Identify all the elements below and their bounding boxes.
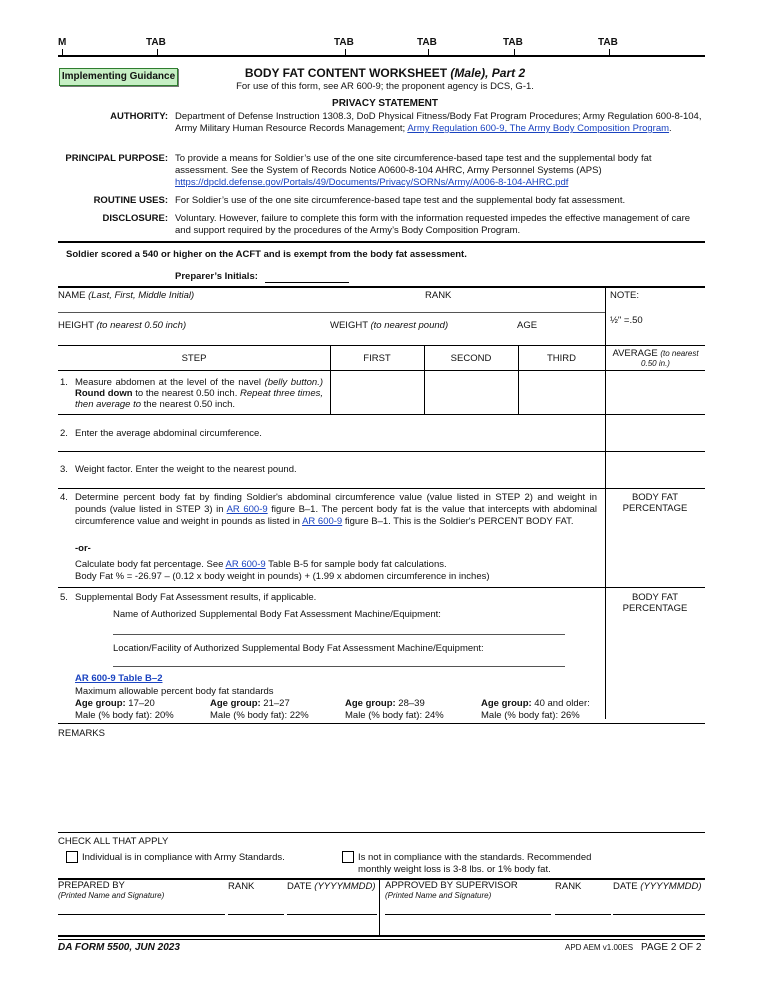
age-group-value: Male (% body fat): 22% bbox=[210, 710, 309, 721]
ruler-tick bbox=[609, 49, 610, 55]
height-field-label bbox=[58, 320, 186, 331]
table-header-line bbox=[58, 370, 705, 371]
name-field-label bbox=[58, 290, 194, 301]
equipment-name-label: Name of Authorized Supplemental Body Fat Assessment Machine/Equipment: bbox=[113, 609, 441, 620]
signature-column-divider bbox=[379, 879, 380, 935]
ruler-tick bbox=[62, 49, 63, 55]
ar-600-9-link[interactable]: AR 600-9 bbox=[225, 559, 266, 570]
age-group-2 bbox=[210, 698, 309, 722]
compliance-label: Individual is in compliance with Army Standards. bbox=[82, 852, 285, 863]
printed-hint: (Printed Name and Signature) bbox=[58, 891, 165, 900]
date-label: DATE bbox=[613, 881, 641, 892]
age-group-label: Age group: bbox=[345, 698, 396, 709]
prepared-rank-label: RANK bbox=[228, 881, 255, 892]
age-group-range: 28–39 bbox=[395, 698, 425, 709]
weight-field-label bbox=[330, 320, 448, 331]
form-title bbox=[200, 66, 570, 80]
col-header-second: SECOND bbox=[450, 353, 492, 364]
exempt-statement: Soldier scored a 540 or higher on the ACFT and is exempt from the body fat assessment. bbox=[66, 249, 467, 260]
date-hint: (YYYYMMDD) bbox=[640, 881, 702, 892]
form-subtitle: For use of this form, see AR 600-9; the proponent agency is DCS, G-1. bbox=[236, 81, 534, 92]
name-field-line[interactable] bbox=[58, 312, 605, 313]
approved-by-title: APPROVED BY SUPERVISOR bbox=[385, 880, 518, 891]
ruler-tick bbox=[345, 49, 346, 55]
rank-field-label: RANK bbox=[425, 290, 452, 301]
principal-purpose-text bbox=[175, 153, 705, 189]
form-version: APD AEM v1.00ES bbox=[565, 943, 634, 952]
date-label: DATE bbox=[287, 881, 315, 892]
ruler-tab-marker: TAB bbox=[598, 37, 618, 48]
ruler-line bbox=[58, 55, 705, 57]
prepared-name-field[interactable] bbox=[58, 914, 225, 915]
col-header-step: STEP bbox=[181, 353, 207, 364]
row-line bbox=[58, 451, 705, 452]
note-column-divider bbox=[605, 287, 606, 345]
ruler-tick bbox=[157, 49, 158, 55]
equipment-location-field[interactable] bbox=[113, 666, 565, 667]
step2-text: Enter the average abdominal circumference. bbox=[75, 428, 262, 439]
note-value: ½" =.50 bbox=[610, 315, 643, 326]
age-group-1 bbox=[75, 698, 174, 722]
step4-a: Determine percent body fat by finding Soldier's abdominal circumference value (value listed in STEP 2) and weight in pounds (value listed in STEP 3) in bbox=[75, 492, 597, 515]
compliance-checkbox[interactable] bbox=[66, 851, 78, 863]
authority-end: . bbox=[669, 123, 672, 134]
step4-number: 4. bbox=[60, 492, 68, 503]
form-number: DA FORM 5500, JUN 2023 bbox=[58, 942, 180, 953]
prepared-by-label bbox=[58, 881, 164, 901]
average-label: AVERAGE bbox=[612, 348, 658, 359]
row-line bbox=[58, 587, 705, 588]
age-group-4 bbox=[481, 698, 590, 722]
disclosure-label: DISCLOSURE: bbox=[102, 213, 168, 224]
row-line bbox=[58, 414, 705, 415]
divider bbox=[58, 935, 705, 937]
authority-text bbox=[175, 111, 705, 135]
table-top-line bbox=[58, 345, 705, 346]
ruler-tick bbox=[514, 49, 515, 55]
height-hint: (to nearest 0.50 inch) bbox=[96, 320, 187, 331]
step4-text bbox=[75, 492, 597, 528]
approved-by-label bbox=[385, 881, 518, 901]
step2-number: 2. bbox=[60, 428, 68, 439]
step1-c: to the nearest 0.50 inch. bbox=[132, 388, 241, 399]
age-group-range: 17–20 bbox=[125, 698, 155, 709]
divider bbox=[58, 832, 705, 833]
col-header-average bbox=[606, 349, 705, 369]
age-group-value: Male (% body fat): 20% bbox=[75, 710, 174, 721]
page-number: PAGE 2 OF 2 bbox=[641, 942, 702, 953]
approved-name-field[interactable] bbox=[385, 914, 551, 915]
non-compliance-line1: Is not in compliance with the standards. Recommended bbox=[358, 852, 592, 863]
printed-hint: (Printed Name and Signature) bbox=[385, 891, 492, 900]
implementing-guidance-button[interactable]: Implementing Guidance bbox=[59, 68, 178, 86]
approved-rank-label: RANK bbox=[555, 881, 582, 892]
step1-a-i: (belly button.) bbox=[264, 377, 324, 388]
step1-number: 1. bbox=[60, 377, 68, 388]
age-group-label: Age group: bbox=[75, 698, 126, 709]
form-title-italic: (Male), Part 2 bbox=[450, 66, 526, 80]
weight-hint: (to nearest pound) bbox=[370, 320, 449, 331]
non-compliance-line2: monthly weight loss is 3-8 lbs. or 1% body fat. bbox=[358, 864, 551, 875]
body-fat-percentage-label: BODY FAT PERCENTAGE bbox=[622, 492, 688, 514]
ruler-tab-marker: TAB bbox=[503, 37, 523, 48]
step5-number: 5. bbox=[60, 592, 68, 603]
step3-text: Weight factor. Enter the weight to the nearest pound. bbox=[75, 464, 297, 475]
step3-number: 3. bbox=[60, 464, 68, 475]
ruler-m-marker: M bbox=[58, 37, 67, 48]
step1-d: the nearest 0.50 inch. bbox=[141, 399, 236, 410]
privacy-heading: PRIVACY STATEMENT bbox=[332, 98, 438, 109]
preparer-initials-field[interactable] bbox=[265, 282, 349, 283]
routine-uses-label: ROUTINE USES: bbox=[93, 195, 168, 206]
name-label: NAME bbox=[58, 290, 89, 301]
prepared-date-field[interactable] bbox=[287, 914, 377, 915]
step1-b: Round down bbox=[75, 388, 133, 399]
prepared-by-title: PREPARED BY bbox=[58, 880, 125, 891]
table-b2-description: Maximum allowable percent body fat standards bbox=[75, 686, 274, 697]
step4-calc bbox=[75, 559, 447, 570]
table-b2-link[interactable]: AR 600-9 Table B–2 bbox=[75, 673, 163, 684]
step1-c-i: Repeat three times, then average to bbox=[75, 388, 323, 410]
authority-body: Department of Defense Instruction 1308.3, DoD Physical Fitness/Body Fat Program Procedures; Army Regulation 600-8-104, Army Military Human Resource Records Management; bbox=[175, 111, 702, 134]
disclosure-text: Voluntary. However, failure to complete this form with the information requested impedes the effective management of care and support required by the procedures of the Army’s Body Composition Program. bbox=[175, 213, 691, 236]
divider bbox=[58, 241, 705, 243]
row-line bbox=[58, 488, 705, 489]
age-group-value: Male (% body fat): 26% bbox=[481, 710, 580, 721]
step1-text bbox=[75, 377, 323, 410]
step4-formula: Body Fat % = -26.97 – (0.12 x body weight in pounds) + (1.99 x abdomen circumference in inches) bbox=[75, 571, 490, 582]
divider bbox=[58, 286, 705, 288]
ar-600-9-link[interactable]: AR 600-9 bbox=[226, 504, 268, 515]
age-group-3 bbox=[345, 698, 444, 722]
equipment-location-label: Location/Facility of Authorized Supplemental Body Fat Assessment Machine/Equipment: bbox=[113, 643, 484, 654]
remarks-field[interactable] bbox=[58, 742, 705, 830]
step5-text: Supplemental Body Fat Assessment results, if applicable. bbox=[75, 592, 317, 603]
authority-label: AUTHORITY: bbox=[110, 111, 168, 122]
non-compliance-label bbox=[358, 852, 591, 876]
routine-uses-text: For Soldier’s use of the one site circumference-based tape test and the supplemental body fat assessment. bbox=[175, 195, 626, 206]
prepared-rank-field[interactable] bbox=[228, 914, 284, 915]
step1-a: Measure abdomen at the level of the navel bbox=[75, 377, 265, 388]
check-heading: CHECK ALL THAT APPLY bbox=[58, 836, 169, 847]
body-fat-percentage-label: BODY FAT PERCENTAGE bbox=[622, 592, 688, 614]
prepared-date-label bbox=[287, 881, 376, 892]
step4-c: figure B–1. This is the Soldier's PERCENT BODY FAT. bbox=[342, 516, 574, 527]
sorn-link[interactable]: https://dpcld.defense.gov/Portals/49/Documents/Privacy/SORNs/Army/A006-8-104-AHRC.pdf bbox=[175, 177, 569, 188]
col-header-first: FIRST bbox=[363, 353, 391, 364]
name-hint: (Last, First, Middle Initial) bbox=[88, 290, 195, 301]
date-hint: (YYYYMMDD) bbox=[314, 881, 376, 892]
average-hint: (to nearest 0.50 in.) bbox=[641, 349, 699, 368]
note-label: NOTE: bbox=[610, 290, 640, 301]
age-group-label: Age group: bbox=[481, 698, 532, 709]
remarks-label: REMARKS bbox=[58, 728, 105, 739]
ar-600-9-link[interactable]: Army Regulation 600-9, The Army Body Composition Program bbox=[407, 123, 670, 134]
ar-600-9-link[interactable]: AR 600-9 bbox=[302, 516, 343, 527]
ruler-tab-marker: TAB bbox=[417, 37, 437, 48]
age-group-range: 21–27 bbox=[260, 698, 290, 709]
age-group-value: Male (% body fat): 24% bbox=[345, 710, 444, 721]
divider bbox=[58, 878, 705, 880]
approved-date-field[interactable] bbox=[613, 914, 705, 915]
age-group-label: Age group: bbox=[210, 698, 261, 709]
approved-date-label bbox=[613, 881, 702, 892]
step4-or: -or- bbox=[75, 543, 91, 554]
ruler-tab-marker: TAB bbox=[334, 37, 354, 48]
col-header-third: THIRD bbox=[546, 353, 577, 364]
col-divider-average bbox=[605, 345, 606, 719]
non-compliance-checkbox[interactable] bbox=[342, 851, 354, 863]
purpose-body: To provide a means for Soldier’s use of the one site circumference-based tape test and the supplemental body fat assessment. See the System of Records Notice A0600-8-104 AHRC, Army Personnel Systems (APS) bbox=[175, 153, 652, 176]
divider bbox=[58, 939, 705, 940]
approved-rank-field[interactable] bbox=[555, 914, 611, 915]
principal-purpose-label: PRINCIPAL PURPOSE: bbox=[65, 153, 168, 164]
table-bottom-line bbox=[58, 723, 705, 724]
height-label: HEIGHT bbox=[58, 320, 97, 331]
step4-d: Calculate body fat percentage. See bbox=[75, 559, 226, 570]
age-group-range: 40 and older: bbox=[531, 698, 590, 709]
equipment-name-field[interactable] bbox=[113, 634, 565, 635]
weight-label: WEIGHT bbox=[330, 320, 371, 331]
step4-b: figure B–1. The percent body fat is the value that intercepts with abdominal circumference value and weight in pounds as listed in bbox=[75, 504, 597, 527]
ruler-tab-marker: TAB bbox=[146, 37, 166, 48]
age-field-label: AGE bbox=[517, 320, 538, 331]
ruler-tick bbox=[428, 49, 429, 55]
step4-e: Table B-5 for sample body fat calculations. bbox=[265, 559, 447, 570]
form-title-main: BODY FAT CONTENT WORKSHEET bbox=[244, 66, 451, 80]
preparer-initials-label: Preparer’s Initials: bbox=[175, 271, 258, 282]
